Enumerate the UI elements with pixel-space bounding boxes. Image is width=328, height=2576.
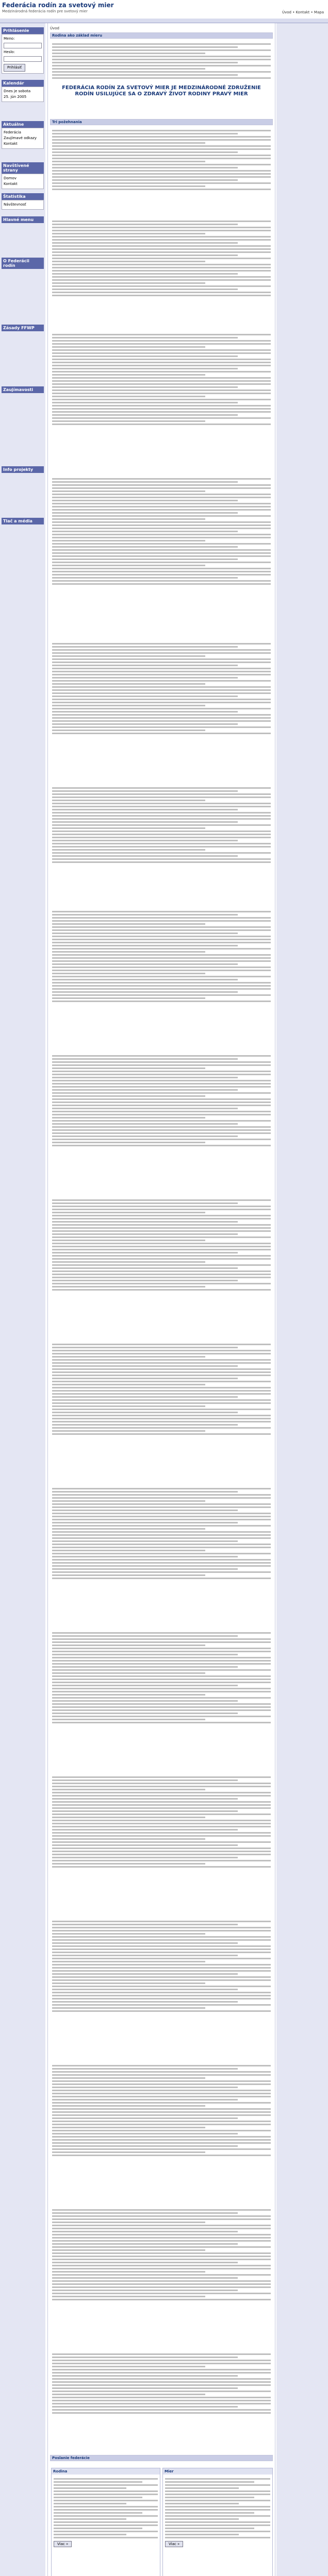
article-text-14 xyxy=(52,1919,271,2013)
principles-box xyxy=(2,325,44,331)
visited-link[interactable]: Domov xyxy=(4,176,17,180)
visited-box xyxy=(2,162,44,189)
article-text-5 xyxy=(52,641,271,736)
login-name-input[interactable] xyxy=(4,43,42,48)
stats-box xyxy=(2,193,44,210)
article-text-10 xyxy=(52,1342,271,1436)
media-box xyxy=(2,518,44,524)
article-text-17 xyxy=(52,2352,271,2415)
interesting-title[interactable]: Zaujímavosti xyxy=(2,386,44,393)
article-text-15 xyxy=(52,2063,271,2158)
section-bar: Rodina ako základ mieru xyxy=(50,32,273,39)
more-link[interactable]: Viac » xyxy=(54,2541,72,2547)
article-text-8 xyxy=(52,1054,271,1148)
article-text-13 xyxy=(52,1775,271,1869)
login-box xyxy=(2,27,44,74)
header-links[interactable]: Úvod • Kontakt • Mapa xyxy=(282,10,324,14)
page-headline: FEDERÁCIA RODÍN ZA SVETOVÝ MIER JE MEDZINÁRODNÉ ZDRUŽENIE RODÍN USILUJÚCE SA O ZDRAVÝ ŽIVOT RODINY PRAVÝ MIER xyxy=(62,85,261,97)
article-text-11 xyxy=(52,1486,271,1581)
news-title: Aktuálne xyxy=(2,121,44,128)
news-link[interactable]: Kontakt xyxy=(4,142,18,146)
main-menu-box xyxy=(2,216,44,223)
projects-title[interactable]: Info projekty xyxy=(2,466,44,473)
principles-title[interactable]: Zásady FFWP xyxy=(2,325,44,331)
news-link[interactable]: Zaujímavé odkazy xyxy=(4,136,37,140)
section-panel xyxy=(162,2468,273,2576)
about-title[interactable]: O Federácii rodín xyxy=(2,258,44,269)
site-header xyxy=(0,0,328,19)
article-text-6 xyxy=(52,786,271,865)
site-title[interactable]: Federácia rodín za svetový mier xyxy=(2,2,114,9)
about-box xyxy=(2,258,44,269)
news-link[interactable]: Federácia xyxy=(4,130,21,134)
login-title: Prihlásenie xyxy=(2,27,44,34)
article-text-7 xyxy=(52,909,271,1004)
left-sidebar xyxy=(0,23,45,2576)
calendar-date: 25. jún 2005 xyxy=(4,95,27,99)
calendar-line: Dnes je sobota xyxy=(4,89,31,93)
article-text-12 xyxy=(52,1631,271,1725)
section-bar: Tri požehnania xyxy=(50,119,273,125)
stats-line: Návštevnosť xyxy=(4,202,26,207)
site-subtitle: Medzinárodná federácia rodín pre svetový mier xyxy=(2,9,88,13)
calendar-title: Kalendár xyxy=(2,80,44,87)
login-name-label: Meno: xyxy=(4,37,15,41)
interesting-box xyxy=(2,386,44,393)
media-title[interactable]: Tlač a média xyxy=(2,518,44,524)
article-text-1 xyxy=(52,128,271,192)
intro-text xyxy=(52,42,271,80)
section-bar: Poslanie federácie xyxy=(50,2455,273,2461)
login-button[interactable]: Prihlásiť xyxy=(4,64,25,72)
article-text-4 xyxy=(52,477,271,586)
panel-title[interactable]: Rodina xyxy=(52,2468,160,2475)
more-link[interactable]: Viac » xyxy=(165,2541,183,2547)
stats-title: Štatistika xyxy=(2,193,44,200)
panel-title[interactable]: Mier xyxy=(163,2468,272,2475)
projects-box xyxy=(2,466,44,473)
main-content xyxy=(47,23,275,2576)
visited-link[interactable]: Kontakt xyxy=(4,182,18,186)
article-text-3 xyxy=(52,332,271,427)
visited-title: Navštívené strany xyxy=(2,162,44,174)
article-text-2 xyxy=(52,219,271,298)
login-password-input[interactable] xyxy=(4,56,42,62)
breadcrumb[interactable]: Úvod xyxy=(50,26,59,30)
right-sidebar xyxy=(276,23,328,2576)
top-bar xyxy=(0,19,328,23)
section-panel xyxy=(51,2468,160,2576)
article-text-9 xyxy=(52,1198,271,1292)
main-menu-title[interactable]: Hlavné menu xyxy=(2,216,44,223)
article-text-16 xyxy=(52,2208,271,2302)
calendar-box xyxy=(2,80,44,102)
news-box xyxy=(2,121,44,149)
login-password-label: Heslo: xyxy=(4,50,15,54)
